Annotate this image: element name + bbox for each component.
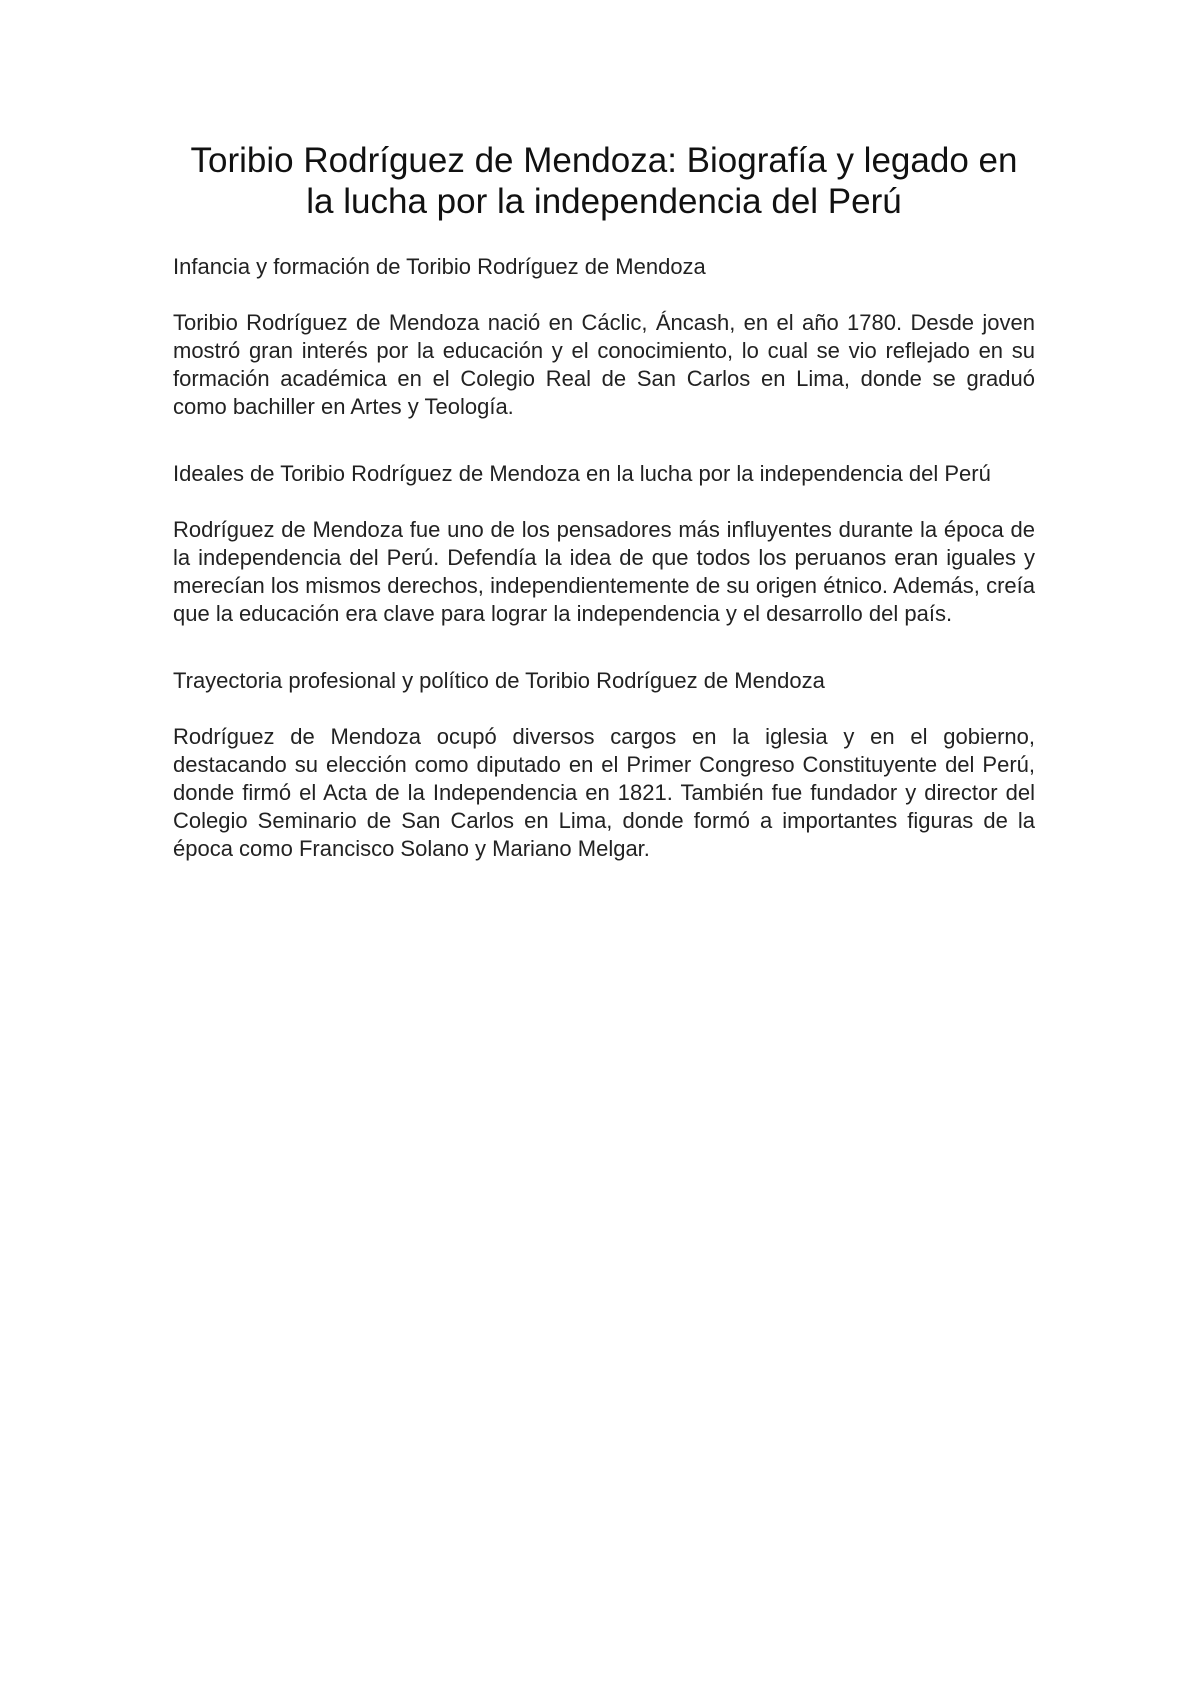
document-title: Toribio Rodríguez de Mendoza: Biografía y legado en la lucha por la independencia del Perú bbox=[190, 141, 1018, 221]
section-paragraph: Rodríguez de Mendoza ocupó diversos cargos en la iglesia y en el gobierno, destacando su elección como diputado en el Primer Congreso Constituyente del Perú, donde firmó el Acta de la Independencia en 1821. También fue fundador y director del Colegio Seminario de San Carlos en Lima, donde formó a importantes figuras de la época como Francisco Solano y Mariano Melgar. bbox=[173, 724, 1035, 861]
section-paragraph: Toribio Rodríguez de Mendoza nació en Cáclic, Áncash, en el año 1780. Desde joven mostró gran interés por la educación y el conocimiento, lo cual se vio reflejado en su formación académica en el Colegio Real de San Carlos en Lima, donde se graduó como bachiller en Artes y Teología. bbox=[173, 310, 1035, 419]
section-ideales bbox=[173, 459, 1035, 628]
section-heading: Ideales de Toribio Rodríguez de Mendoza en la lucha por la independencia del Perú bbox=[173, 461, 991, 486]
document-page bbox=[173, 140, 1035, 901]
section-paragraph: Rodríguez de Mendoza fue uno de los pensadores más influyentes durante la época de la independencia del Perú. Defendía la idea de que todos los peruanos eran iguales y merecían los mismos derechos, independientemente de su origen étnico. Además, creía que la educación era clave para lograr la independencia y el desarrollo del país. bbox=[173, 517, 1035, 626]
section-heading: Infancia y formación de Toribio Rodríguez de Mendoza bbox=[173, 254, 706, 279]
section-infancia bbox=[173, 252, 1035, 421]
section-trayectoria bbox=[173, 666, 1035, 863]
section-heading: Trayectoria profesional y político de Toribio Rodríguez de Mendoza bbox=[173, 668, 825, 693]
